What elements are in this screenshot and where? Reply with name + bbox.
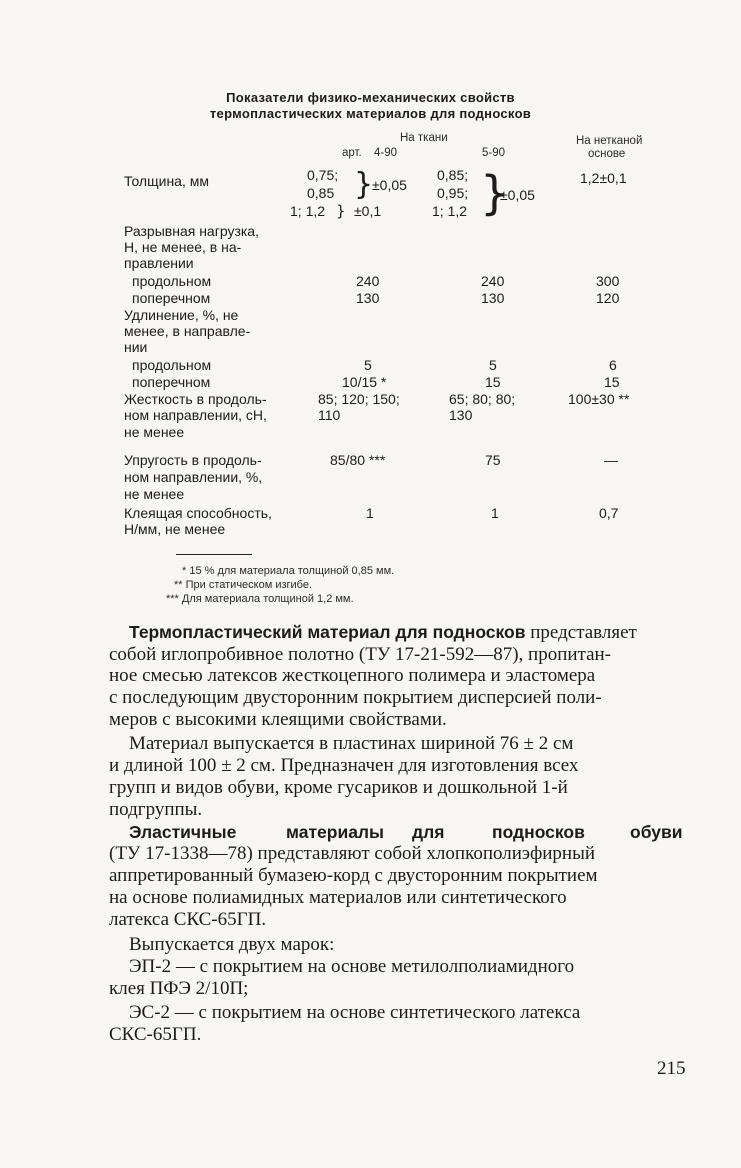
p3-line2: аппретированный бумазею-корд с двусторонним покрытием (109, 865, 598, 886)
breaking-long-label: продольном (132, 273, 212, 289)
row-elasticity-label-1: Упругость в продоль- (124, 452, 262, 468)
p1-line1-rest: представляет (530, 622, 637, 643)
breaking-long-c1: 240 (356, 273, 380, 289)
header-col2: 5-90 (482, 147, 506, 159)
thickness-c3: 1,2±0,1 (580, 170, 627, 186)
elasticity-c1: 85/80 *** (330, 452, 386, 468)
breaking-trans-label: поперечном (132, 290, 211, 306)
p2-line4: подгруппы. (109, 799, 203, 820)
page-number: 215 (657, 1058, 686, 1079)
thickness-c1-brace-icon: } (354, 167, 374, 202)
stiffness-c2-line1: 65; 80; 80; (449, 391, 516, 407)
thickness-c1-brace2-icon: } (336, 202, 346, 220)
header-art: арт. (342, 147, 362, 159)
elong-trans-label: поперечном (132, 374, 211, 390)
p1-line3: ное смесью латексов жесткоцепного полимера и эластомера (109, 665, 596, 686)
p4-line: Выпускается двух марок: (129, 934, 335, 955)
stiffness-c3: 100±30 ** (568, 391, 630, 407)
header-col1: 4-90 (374, 147, 398, 159)
thickness-c1-tol1: ±0,05 (372, 177, 407, 193)
adhesion-c2: 1 (491, 505, 499, 521)
header-nonwoven-1: На нетканой (576, 135, 643, 147)
p3-bold-1: Эластичные (129, 822, 237, 842)
thickness-c1-tol2: ±0,1 (354, 203, 382, 219)
p1-line1 (129, 622, 637, 644)
row-thickness-label: Толщина, мм (124, 173, 209, 189)
row-breaking-label-2: Н, не менее, в на- (124, 239, 242, 255)
header-on-fabric: На ткани (400, 132, 448, 144)
p3-bold-3: для (412, 822, 445, 842)
elong-long-c3: 6 (609, 357, 617, 373)
elong-trans-c3: 15 (604, 374, 620, 390)
row-stiffness-label-1: Жесткость в продоль- (124, 391, 267, 407)
row-adhesion-label-2: Н/мм, не менее (124, 521, 226, 537)
elong-trans-c1: 10/15 * (342, 374, 387, 390)
breaking-trans-c3: 120 (596, 290, 620, 306)
thickness-c1-v1: 0,75; (307, 167, 339, 183)
table-caption-line1: Показатели физико-механических свойств (226, 90, 515, 105)
table-caption-line2: термопластических материалов для подносков (209, 106, 532, 121)
footnote-3: *** Для материала толщиной 1,2 мм. (166, 593, 354, 605)
row-breaking-label-3: правлении (124, 255, 194, 271)
p5-line2: клея ПФЭ 2/10П; (109, 978, 249, 999)
p1-line5: меров с высокими клеящими свойствами. (109, 709, 447, 730)
p1-line2: собой иглопробивное полотно (ТУ 17-21-592—87), пропитан- (109, 644, 612, 665)
adhesion-c3: 0,7 (599, 505, 619, 521)
p3-bold-4: подносков (492, 822, 585, 842)
thickness-c2-v1: 0,85; (437, 167, 469, 183)
p1-line4: с последующим двусторонним покрытием дисперсией поли- (109, 687, 602, 708)
footnote-2: ** При статическом изгибе. (174, 579, 313, 591)
stiffness-c1-line2: 110 (318, 407, 341, 423)
adhesion-c1: 1 (366, 505, 374, 521)
thickness-c1-v2: 0,85 (307, 185, 335, 201)
elasticity-c2: 75 (485, 452, 501, 468)
row-elongation-label-2: менее, в направле- (124, 323, 251, 339)
elasticity-c3: — (604, 452, 618, 468)
elong-long-c1: 5 (364, 357, 372, 373)
thickness-c1-v3: 1; 1,2 (290, 203, 326, 219)
stiffness-c1-line1: 85; 120; 150; (318, 391, 400, 407)
footnote-1: * 15 % для материала толщиной 0,85 мм. (182, 565, 395, 577)
p6-line2: СКС-65ГП. (109, 1024, 202, 1045)
p3-bold-2: материалы (286, 822, 384, 842)
p2-line3: групп и видов обуви, кроме гусариков и дошкольной 1-й (109, 777, 568, 798)
row-adhesion-label-1: Клеящая способность, (124, 505, 272, 521)
p2-line2: и длиной 100 ± 2 см. Предназначен для изготовления всех (109, 755, 579, 776)
row-elongation-label-3: нии (124, 339, 148, 355)
row-elasticity-label-2: ном направлении, %, (124, 469, 263, 485)
p6-line1: ЭС-2 — с покрытием на основе синтетического латекса (129, 1002, 581, 1023)
row-stiffness-label-3: не менее (124, 424, 185, 440)
header-nonwoven-2: основе (588, 148, 626, 160)
p1-bold-term: Термопластический материал для подносков (129, 622, 526, 642)
p3-line1: (ТУ 17-1338—78) представляют собой хлопкополиэфирный (109, 843, 596, 864)
p3-line4: латекса СКС-65ГП. (109, 909, 267, 930)
breaking-long-c3: 300 (596, 273, 620, 289)
stiffness-c2-line2: 130 (449, 407, 473, 423)
thickness-c2-tol: ±0,05 (500, 187, 535, 203)
elong-long-label: продольном (132, 357, 212, 373)
p3-line3: на основе полиамидных материалов или синтетического (109, 887, 567, 908)
elong-long-c2: 5 (489, 357, 497, 373)
elong-trans-c2: 15 (485, 374, 501, 390)
row-elongation-label-1: Удлинение, %, не (124, 307, 239, 323)
thickness-c2-v2: 0,95; (437, 185, 469, 201)
p2-line1: Материал выпускается в пластинах шириной 76 ± 2 см (129, 733, 574, 754)
row-breaking-label-1: Разрывная нагрузка, (124, 223, 259, 239)
p5-line1: ЭП-2 — с покрытием на основе метилолполиамидного (129, 956, 575, 977)
footnote-rule (176, 554, 252, 555)
p3-bold-5: обуви (630, 822, 683, 842)
breaking-trans-c2: 130 (481, 290, 505, 306)
thickness-c2-v3: 1; 1,2 (432, 203, 468, 219)
row-stiffness-label-2: ном направлении, сН, (124, 407, 267, 423)
row-elasticity-label-3: не менее (124, 486, 185, 502)
thickness-c2-brace-icon: } (480, 166, 510, 220)
breaking-long-c2: 240 (481, 273, 505, 289)
breaking-trans-c1: 130 (356, 290, 380, 306)
